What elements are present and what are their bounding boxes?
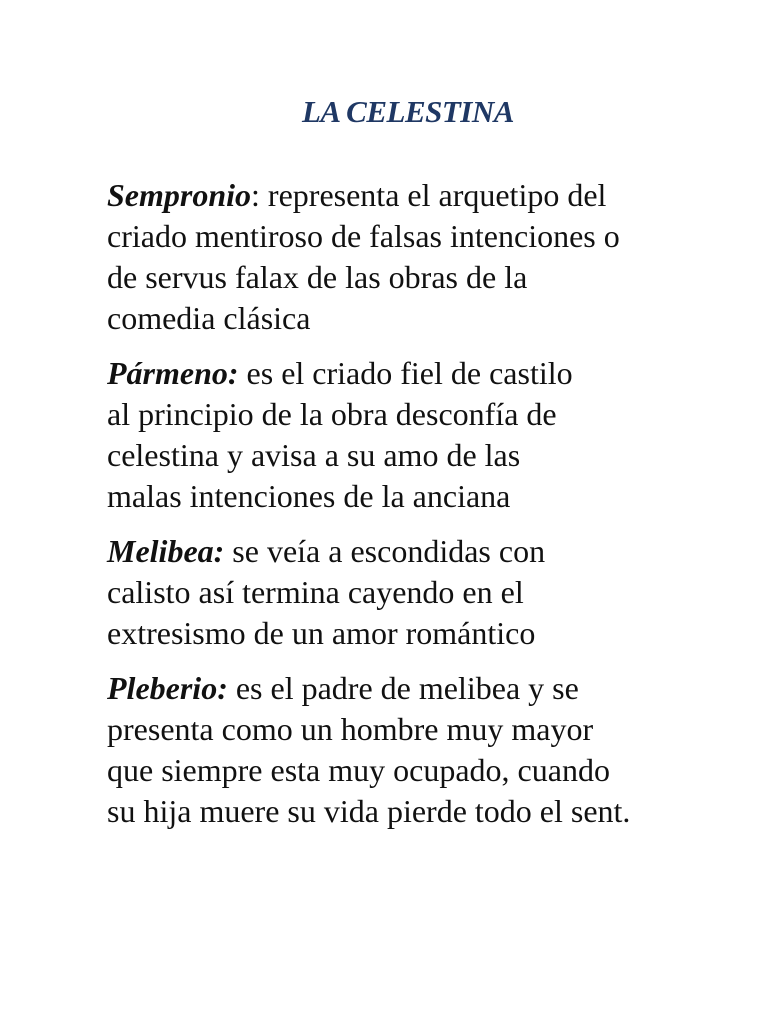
document-body	[107, 175, 707, 846]
paragraph-line: al principio de la obra desconfía de	[107, 396, 557, 432]
paragraph-text: es el criado fiel de castilo	[238, 355, 573, 391]
paragraph-line: de servus falax de las obras de la	[107, 259, 528, 295]
paragraph-line: comedia clásica	[107, 300, 311, 336]
paragraph-line	[107, 668, 707, 709]
paragraph-text: es el padre de melibea y se	[227, 670, 579, 706]
paragraph-line: malas intenciones de la anciana	[107, 478, 511, 514]
character-name: Melibea:	[107, 533, 225, 569]
paragraph-line: presenta como un hombre muy mayor	[107, 711, 594, 747]
character-name: Pármeno:	[107, 355, 239, 391]
paragraph-sempronio	[107, 175, 707, 339]
paragraph-line: su hija muere su vida pierde todo el sent.	[107, 793, 631, 829]
paragraph-line	[107, 531, 707, 572]
paragraph-line: extresismo de un amor romántico	[107, 615, 536, 651]
paragraph-line: calisto así termina cayendo en el	[107, 574, 524, 610]
paragraph-line: celestina y avisa a su amo de las	[107, 437, 521, 473]
paragraph-line: criado mentiroso de falsas intenciones o	[107, 218, 620, 254]
character-name: Pleberio:	[107, 670, 228, 706]
character-name: Sempronio	[107, 177, 252, 213]
paragraph-parmeno	[107, 353, 707, 517]
paragraph-text: se veía a escondidas con	[224, 533, 546, 569]
paragraph-line: que siempre esta muy ocupado, cuando	[107, 752, 610, 788]
paragraph-text: : representa el arquetipo del	[251, 177, 607, 213]
paragraph-melibea	[107, 531, 707, 654]
document-title: LA CELESTINA	[302, 94, 514, 129]
paragraph-line	[107, 175, 707, 216]
paragraph-pleberio	[107, 668, 707, 832]
paragraph-line	[107, 353, 707, 394]
